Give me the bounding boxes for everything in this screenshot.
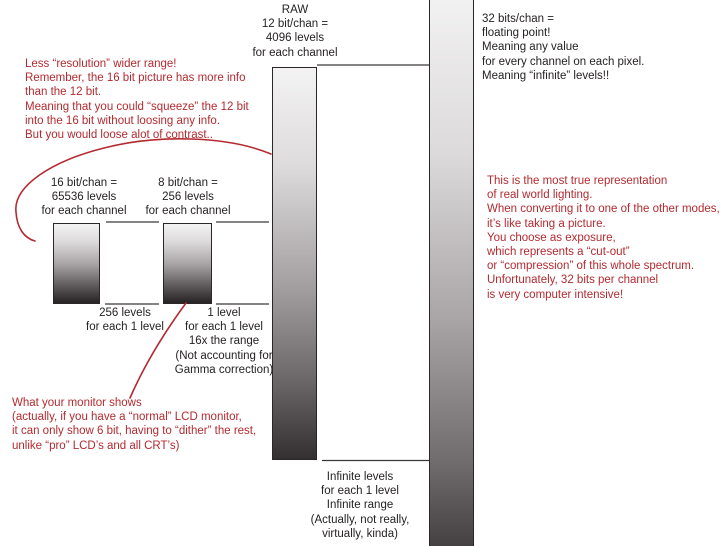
label-32bit-header: 32 bits/chan = floating point! Meaning any value for every channel on each pixel. Meaning “infinite” levels!! [482,13,645,82]
note-monitor-shows: What your monitor shows (actually, if you have a “normal” LCD monitor, it can only show 6 bit, having to “dither” the rest, unlike “pro” LCD’s and all CRT’s) [12,397,257,452]
label-32bit-footer: Infinite levels for each 1 level Infinite range (Actually, not really, virtually, kinda) [310,471,410,540]
label-12bit-header: RAW 12 bit/chan = 4096 levels for each channel [252,4,338,59]
label-8bit-footer: 1 level for each 1 level 16x the range (Not accounting for Gamma correction) [174,307,274,376]
gradient-bar-12bit [272,67,317,460]
note-resolution-range: Less “resolution” wider range! Remember, the 16 bit picture has more info than the 12 bit. Meaning that you could “squeeze” the 12 bit into the 16 bit without loosing any info. But you would loose alot of contrast.. [25,58,249,142]
label-8bit-header: 8 bit/chan = 256 levels for each channel [145,177,231,218]
gradient-bar-16bit [53,223,100,304]
gradient-bar-8bit [163,223,212,304]
label-16bit-header: 16 bit/chan = 65536 levels for each channel [41,177,127,218]
note-true-representation: This is the most true representation of real world lighting. When converting it to one of the other modes, it’s like taking a picture. You choose as exposure, which represents a “cut-out” or “compression” of this whole spectrum. Unfortunately, 32 bits per channel is very computer intensive! [487,175,720,301]
label-16bit-footer: 256 levels for each 1 level [86,307,164,334]
gradient-bar-32bit [429,0,474,546]
